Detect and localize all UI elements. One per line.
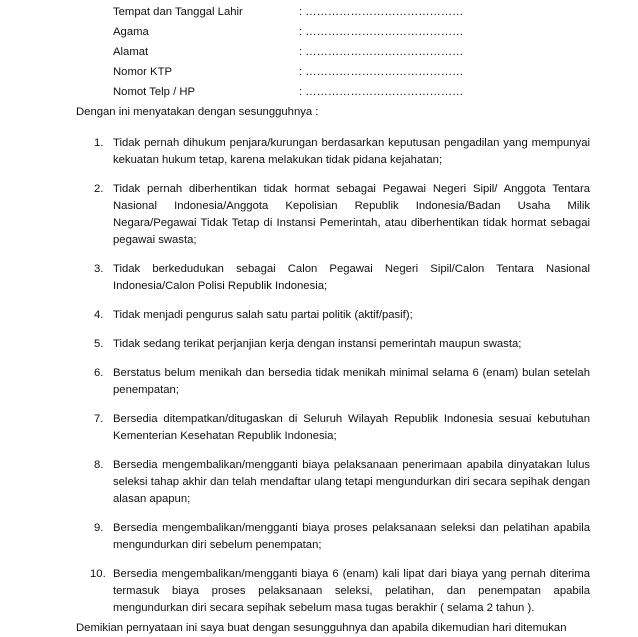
item-text: Bersedia mengembalikan/mengganti biaya pelaksanaan penerimaan apabila dinyatakan lulus seleksi tahap akhir dan telah mendaftar ulang tetapi mengundurkan diri secara sepihak dengan alasan apapun;	[113, 459, 590, 505]
field-value-blank: : ……………………………………	[299, 6, 464, 18]
item-text: Tidak menjadi pengurus salah satu partai politik (aktif/pasif);	[113, 309, 413, 321]
item-number: 7.	[94, 413, 104, 425]
field-label: Nomot Telp / HP	[113, 86, 196, 98]
list-item	[0, 566, 590, 617]
closing-statement: Demikian pernyataan ini saya buat dengan sesungguhnya dan apabila dikemudian hari ditemukan	[76, 622, 567, 634]
item-text: Berstatus belum menikah dan bersedia tidak menikah minimal selama 6 (enam) bulan setelah penempatan;	[113, 367, 590, 396]
item-text: Tidak berkedudukan sebagai Calon Pegawai Negeri Sipil/Calon Tentara Nasional Indonesia/Calon Polisi Republik Indonesia;	[113, 263, 590, 292]
list-item	[0, 336, 590, 353]
field-address	[113, 42, 464, 62]
item-text: Tidak pernah dihukum penjara/kurungan berdasarkan keputusan pengadilan yang mempunyai kekuatan hukum tetap, karena melakukan tidak pidana kejahatan;	[113, 137, 590, 166]
field-value-blank: : ……………………………………	[299, 46, 464, 58]
list-item	[0, 411, 590, 445]
field-ktp-number	[113, 62, 464, 82]
list-item	[0, 307, 590, 324]
field-label: Agama	[113, 26, 149, 38]
item-number: 1.	[94, 137, 104, 149]
field-religion	[113, 22, 464, 42]
item-text: Bersedia mengembalikan/mengganti biaya 6 (enam) kali lipat dari biaya yang pernah diterima termasuk biaya proses pelaksanaan seleksi, pelatihan, dan penempatan apabila mengundurkan diri secara sepihak sebelum masa tugas berakhir ( selama 2 tahun ).	[113, 568, 590, 614]
statement-intro: Dengan ini menyatakan dengan sesungguhnya :	[76, 106, 319, 118]
list-item	[0, 181, 590, 249]
item-text: Bersedia mengembalikan/mengganti biaya proses pelaksanaan seleksi dan pelatihan apabila mengundurkan diri sebelum penempatan;	[113, 522, 590, 551]
list-item	[0, 520, 590, 554]
item-number: 3.	[94, 263, 104, 275]
list-item	[0, 457, 590, 508]
item-number: 10.	[90, 568, 106, 580]
list-item	[0, 365, 590, 399]
field-phone	[113, 82, 464, 102]
field-label: Nomor KTP	[113, 66, 173, 78]
field-value-blank: : ……………………………………	[299, 66, 464, 78]
field-value-blank: : ……………………………………	[299, 86, 464, 98]
list-item	[0, 135, 590, 169]
item-text: Bersedia ditempatkan/ditugaskan di Seluruh Wilayah Republik Indonesia sesuai kebutuhan Kementerian Kesehatan Republik Indonesia;	[113, 413, 590, 442]
field-value-blank: : ……………………………………	[299, 26, 464, 38]
statement-list	[0, 135, 638, 629]
item-number: 5.	[94, 338, 104, 350]
item-text: Tidak pernah diberhentikan tidak hormat sebagai Pegawai Negeri Sipil/ Anggota Tentara Nasional Indonesia/Anggota Kepolisian Republik Indonesia/Badan Usaha Milik Negara/Pegawai Tidak Tetap di Instansi Pemerintah, atau diberhentikan tidak hormat sebagai pegawai swasta;	[113, 183, 590, 246]
item-number: 2.	[94, 183, 104, 195]
item-text: Tidak sedang terikat perjanjian kerja dengan instansi pemerintah maupun swasta;	[113, 338, 522, 350]
item-number: 6.	[94, 367, 104, 379]
item-number: 4.	[94, 309, 104, 321]
list-item	[0, 261, 590, 295]
item-number: 9.	[94, 522, 104, 534]
item-number: 8.	[94, 459, 104, 471]
field-label: Tempat dan Tanggal Lahir	[113, 6, 243, 18]
field-label: Alamat	[113, 46, 149, 58]
field-birth-place-date	[113, 2, 464, 22]
